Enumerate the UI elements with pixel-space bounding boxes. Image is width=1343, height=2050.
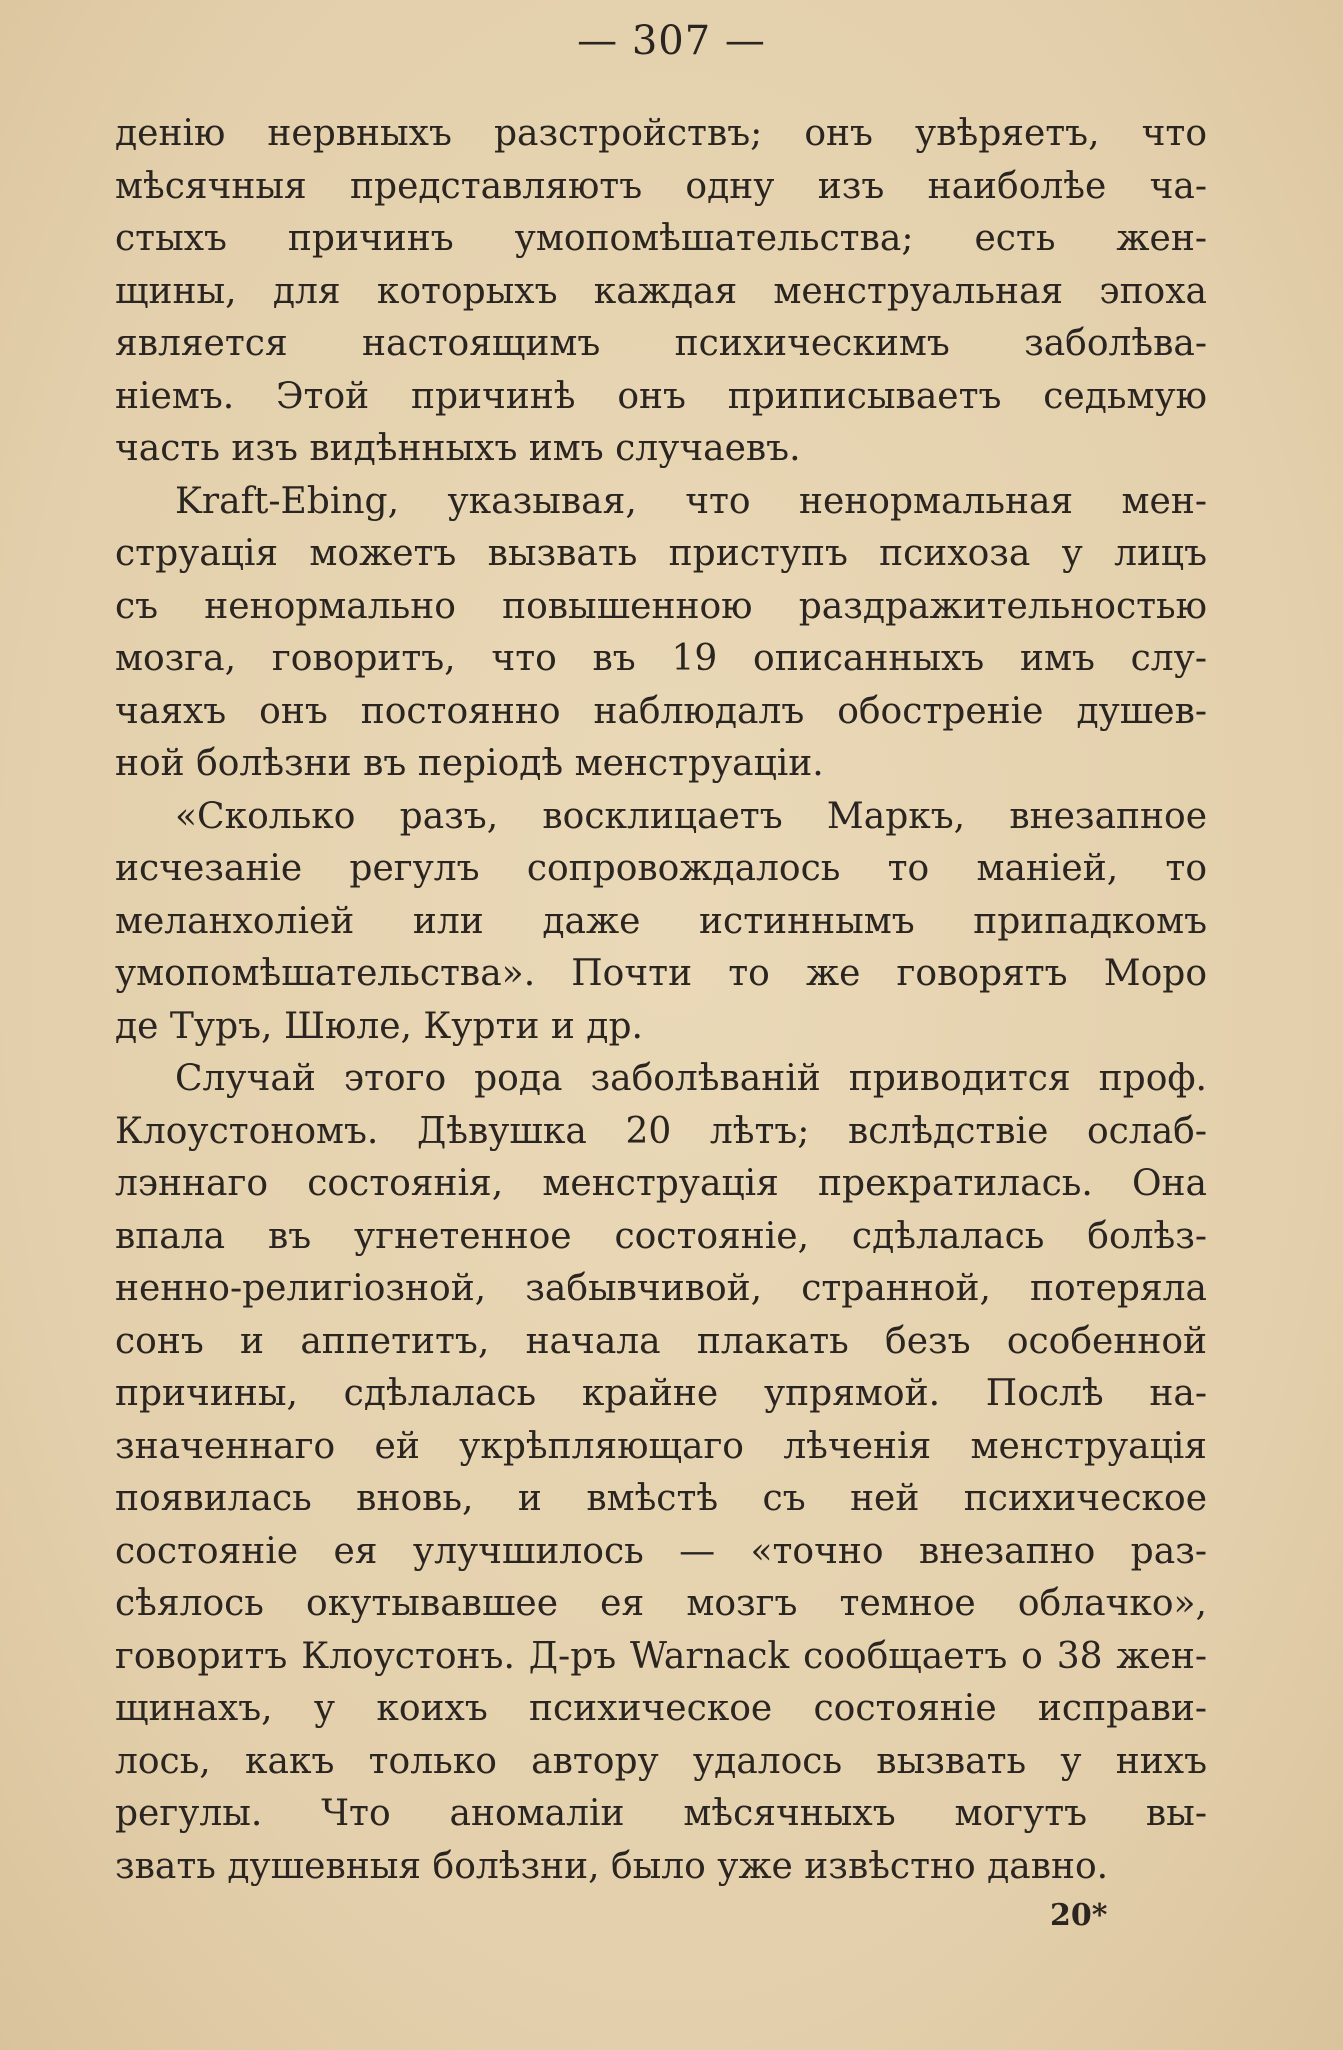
text-line: Случай этого рода заболѣваній приводится проф.	[175, 1058, 1207, 1099]
page-number: — 307 —	[577, 18, 766, 64]
text-line: ной болѣзни въ періодѣ менструаціи.	[115, 743, 824, 784]
text-line: чаяхъ онъ постоянно наблюдалъ обостреніе душев-	[115, 690, 1207, 732]
text-line: причины, сдѣлалась крайне упрямой. Послѣ на-	[115, 1373, 1207, 1414]
text-line: впала въ угнетенное состояніе, сдѣлалась болѣз-	[115, 1215, 1207, 1257]
text-line: является настоящимъ психическимъ заболѣва-	[115, 323, 1207, 364]
text-line: съ ненормально повышенною раздражительностью	[115, 585, 1207, 627]
text-line: струація можетъ вызвать приступъ психоза у лицъ	[115, 533, 1207, 574]
text-line: ніемъ. Этой причинѣ онъ приписываетъ седьмую	[115, 375, 1207, 417]
text-line: исчезаніе регулъ сопровождалось то маніей, то	[115, 848, 1207, 889]
text-line: звать душевныя болѣзни, было уже извѣстно давно.	[115, 1845, 1109, 1887]
body-text	[115, 108, 1207, 1893]
text-line: лось, какъ только автору удалось вызвать у нихъ	[115, 1740, 1207, 1782]
text-line: «Сколько разъ, восклицаетъ Маркъ, внезапное	[175, 795, 1207, 837]
text-line: состояніе ея улучшилось — «точно внезапно раз-	[115, 1530, 1207, 1572]
text-line: умопомѣшательства». Почти то же говорятъ Моро	[115, 953, 1207, 994]
text-line: стыхъ причинъ умопомѣшательства; есть жен-	[115, 218, 1207, 259]
text-line: появилась вновь, и вмѣстѣ съ ней психическое	[115, 1478, 1207, 1519]
text-line: меланхоліей или даже истиннымъ припадкомъ	[115, 900, 1207, 942]
printer-signature: 20*	[1050, 1898, 1108, 1933]
text-line: сѣялось окутывавшее ея мозгъ темное облачко»,	[115, 1583, 1207, 1624]
text-line: щины, для которыхъ каждая менструальная эпоха	[115, 270, 1207, 312]
text-line: часть изъ видѣнныхъ имъ случаевъ.	[115, 428, 801, 469]
text-line: говоритъ Клоустонъ. Д-ръ Warnack сообщаетъ о 38 жен-	[115, 1635, 1207, 1677]
text-line: мѣсячныя представляютъ одну изъ наиболѣе ча-	[115, 165, 1207, 207]
text-line: ненно-религіозной, забывчивой, странной, потеряла	[115, 1268, 1207, 1309]
text-line: Клоустономъ. Дѣвушка 20 лѣтъ; вслѣдствіе ослаб-	[115, 1110, 1207, 1152]
text-line: Kraft-Ebing, указывая, что ненормальная мен-	[175, 480, 1207, 522]
text-line: сонъ и аппетитъ, начала плакать безъ особенной	[115, 1320, 1207, 1362]
text-line: мозга, говоритъ, что въ 19 описанныхъ имъ слу-	[115, 638, 1207, 679]
text-line: лэннаго состоянія, менструація прекратилась. Она	[115, 1163, 1207, 1204]
text-line: де Туръ, Шюле, Курти и др.	[115, 1005, 643, 1047]
text-line: регулы. Что аномаліи мѣсячныхъ могутъ вы-	[115, 1793, 1207, 1834]
text-line: денію нервныхъ разстройствъ; онъ увѣряетъ, что	[115, 113, 1207, 154]
text-line: щинахъ, у коихъ психическое состояніе исправи-	[115, 1688, 1207, 1729]
text-line: значеннаго ей укрѣпляющаго лѣченія менструація	[115, 1425, 1207, 1467]
